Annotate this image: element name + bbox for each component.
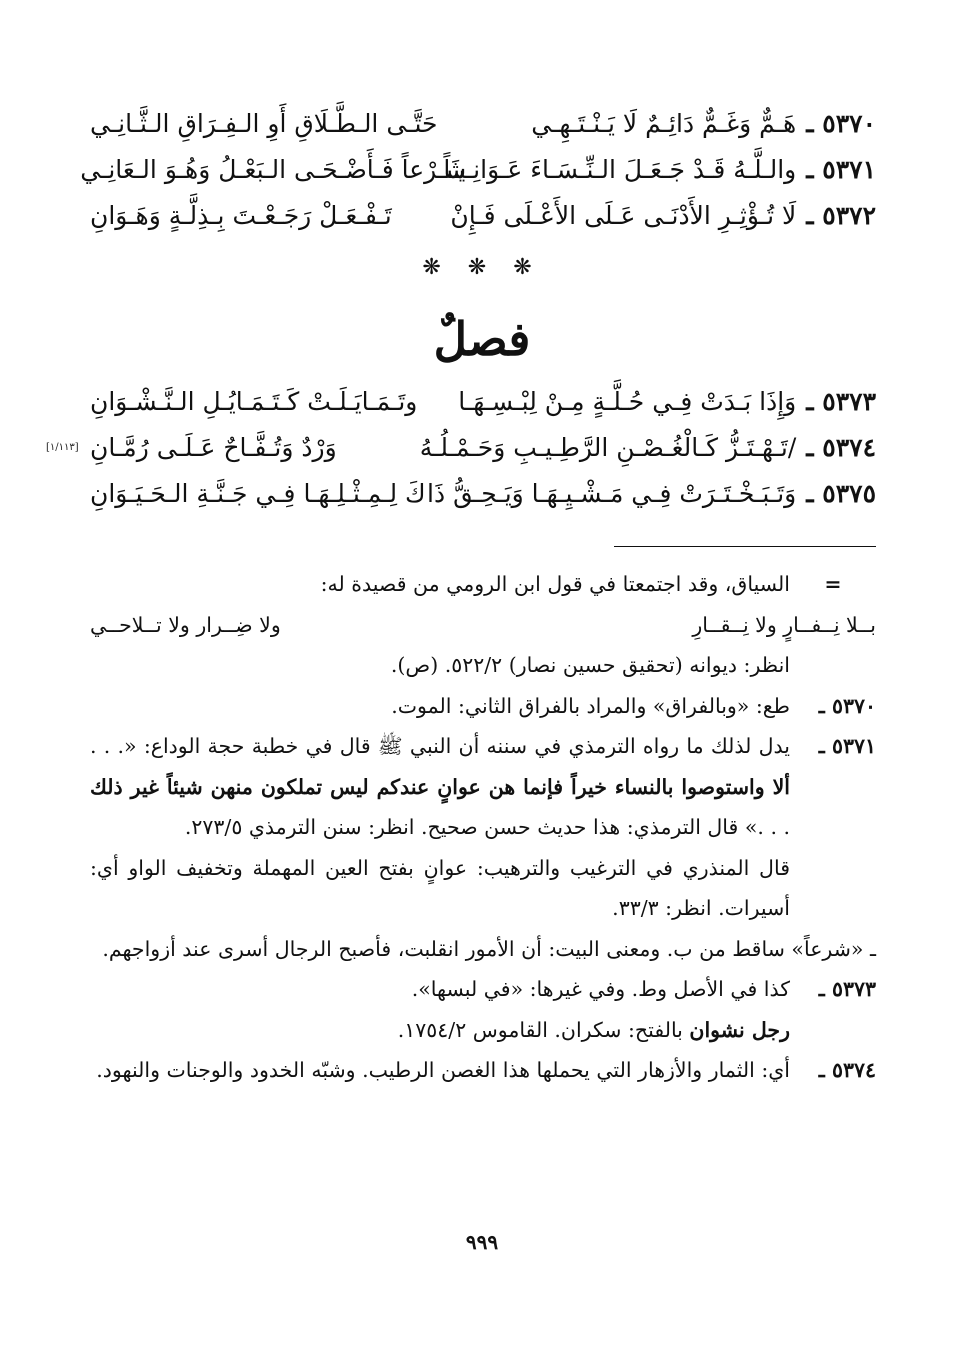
poem-second-hemistich: ولا ضِــرار ولا تــلاحــي xyxy=(90,612,281,637)
footnote-text: السياق، وقد اجتمعتا في قول ابن الرومي من قصيدة له: xyxy=(320,572,790,596)
footnote-text xyxy=(90,726,790,848)
verse-line xyxy=(80,146,876,192)
manuscript-page-marker: [١/١١٣] xyxy=(46,441,79,453)
verse-first-hemistich: وَإِذَا بَـدَتْ فِـي حُـلَّـةٍ مِـنْ لِبْـسِـهَـا xyxy=(458,386,797,416)
poem-line xyxy=(90,605,876,646)
footnote-text: ـ «شرعاً» ساقط من ب. ومعنى البيت: أن الأمور انقلبت، فأصبح الرجال أسرى عند أزواجهم. xyxy=(102,936,876,961)
verse-first-hemistich: وَتَـبَـخْـتَـرَتْ فِـي مَـشْـيِـهَـا وَيَـحِـقُّ ذَا xyxy=(427,478,797,508)
verse-number: ٥٣٧٥ ـ xyxy=(806,478,876,508)
footnote-number: ٥٣٧١ ـ xyxy=(818,734,876,758)
verse-number: ٥٣٧٣ ـ xyxy=(806,386,876,416)
footnote-text: أي: الثمار والأزهار التي يحملها هذا الغصن الرطيب. وشبّه الخدود والوجنات والنهود. xyxy=(96,1058,790,1082)
footnote-5373 xyxy=(90,969,876,1050)
verse-line xyxy=(46,424,876,470)
verse-first-hemistich: لَا تُـؤْثِـرِ الأَدْنَـى عَـلَى الأَعْـلَى فَـإِنْ xyxy=(450,200,797,230)
verse-number: ٥٣٧٢ ـ xyxy=(806,200,876,230)
footnote-number: ٥٣٧٣ ـ xyxy=(818,977,876,1001)
footnote-number: ٥٣٧٠ ـ xyxy=(818,693,876,718)
footnote-text: قال المنذري في الترغيب والترهيب: عوانٍ بفتح العين المهملة وتخفيف الواو أي: أسيرات. انظر: ٣٣/٣. xyxy=(90,855,790,920)
verse-first-hemistich: هَـمٌّ وَغَـمٌّ دَائِـمٌ لَا يَـنْـتَـهِـي xyxy=(531,108,797,138)
footnote-text: كذا في الأصل وط. وفي غيرها: «في لبسها». xyxy=(411,977,790,1001)
poem-first-hemistich: بــلا نِــفــارٍ ولا نِــقــارِ xyxy=(692,612,876,637)
verse-line xyxy=(90,378,876,424)
footnote-text: انظر: ديوانه (تحقيق حسين نصار) ٥٢٢/٢. (ص). xyxy=(390,653,790,677)
verses-top xyxy=(80,100,876,238)
verse-second-hemistich: تَـفْـعَـلْ رَجَـعْـتَ بِـذِلَّـةٍ وَهَـوَانِ xyxy=(90,200,392,230)
footnote-marker: = xyxy=(824,572,842,596)
defined-term: رجل نشوان xyxy=(689,1017,790,1042)
verse-second-hemistich: شَـرْعاً فَـأَضْـحَـى الـبَعْـلُ وَهُـوَ الـعَانِـي xyxy=(80,154,467,184)
footnote-text-part: يدل لذلك ما رواه الترمذي في سننه أن النبي ﷺ قال في خطبة حجة الوداع: «. . . xyxy=(90,734,790,758)
hadith-quote: ألا واستوصوا بالنساء خيراً فإنما هن عوانٍ عندكم ليس تملكون منهن شيئاً غير ذلك xyxy=(90,774,790,799)
footnote-number: ٥٣٧٤ ـ xyxy=(818,1058,876,1082)
verse-line xyxy=(90,192,876,238)
section-divider-stars: ❋ ❋ ❋ xyxy=(422,255,542,280)
page-number: ٩٩٩ xyxy=(465,1230,499,1254)
footnote-text-part: بالفتح: سكران. القاموس ١٧٥٤/٢. xyxy=(397,1017,683,1042)
verse-first-hemistich: /تَـهْـتَـزُّ كَـالْغُـصْـنِ الرَّطِـيـبِ وَحَـمْـلُـهُ xyxy=(419,432,797,462)
footnote-continuation xyxy=(90,564,876,686)
verses-bottom xyxy=(46,378,876,516)
verse-number: ٥٣٧١ ـ xyxy=(806,154,876,184)
verse-second-hemistich: وَرْدٌ وَتُـفَّـاحٌ عَـلَـى رُمَّـانِ xyxy=(90,432,337,462)
verse-second-hemistich: كَ لِـمِـثْـلِـهَـا فِـي جَـنَّـةِ الـحَـيَـوَانِ xyxy=(90,478,426,508)
verse-line xyxy=(90,470,876,516)
verse-number: ٥٣٧٤ ـ xyxy=(806,432,876,462)
verse-second-hemistich: حَتَّـى الـطَّـلَاقِ أَوِ الـفِـرَاقِ الـثَّـانِـي xyxy=(90,108,438,138)
verse-number: ٥٣٧٠ ـ xyxy=(806,108,876,138)
footnote-5371 xyxy=(90,726,876,969)
verse-second-hemistich: وتَـمَـايَـلَـتْ كَـتَـمَـايُـلِ الـنَّـشْـوَانِ xyxy=(90,386,418,416)
section-heading: فصلٌ xyxy=(433,312,531,366)
footnote-text-part: . . .» قال الترمذي: هذا حديث حسن صحيح. انظر: سنن الترمذي ٢٧٣/٥. xyxy=(184,815,790,839)
footnote-text: طع: «وبالفراق» والمراد بالفراق الثاني: الموت. xyxy=(391,693,790,718)
footnote-5370 xyxy=(90,686,876,727)
footnote-5374 xyxy=(90,1050,876,1091)
footnote-text xyxy=(90,1010,790,1051)
footnotes xyxy=(90,564,876,1091)
verse-first-hemistich: والـلَّـهُ قَـدْ جَـعَـلَ الـنِّـسَـاءَ عَـوَانِـيـاً xyxy=(443,154,797,184)
verse-line xyxy=(90,100,876,146)
footnote-separator xyxy=(614,546,876,547)
